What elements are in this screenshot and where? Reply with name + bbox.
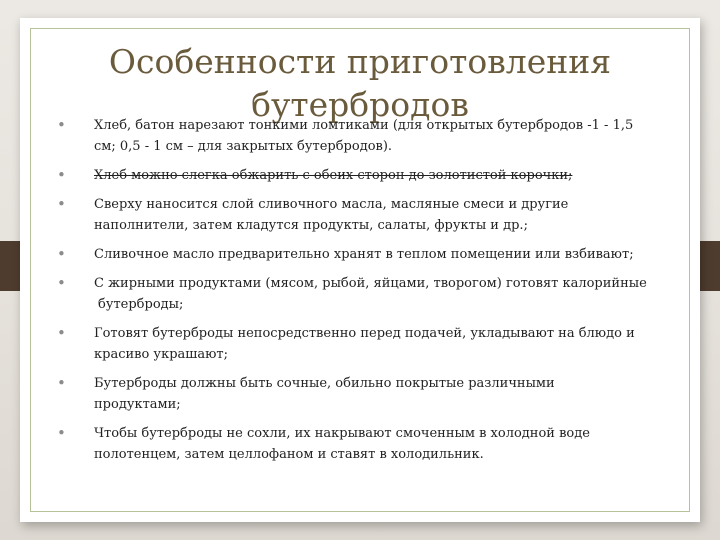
- bullet-line: продуктами;: [94, 397, 181, 412]
- bullet-line: Сверху наносится слой сливочного масла, масляные смеси и другие: [94, 197, 569, 212]
- bullet-dot-icon: •: [57, 324, 66, 342]
- bullet-line: Чтобы бутерброды не сохли, их накрывают смоченным в холодной воде: [94, 426, 590, 441]
- bullet-dot-icon: •: [57, 245, 66, 263]
- bullet-item: [50, 244, 700, 265]
- bullet-line: бутерброды;: [98, 297, 184, 312]
- bullet-line: наполнители, затем кладутся продукты, салаты, фрукты и др.;: [94, 218, 528, 233]
- bullet-item: [50, 165, 700, 186]
- bullet-dot-icon: •: [57, 195, 66, 213]
- bullet-dot-icon: •: [57, 166, 66, 184]
- slide-title: Особенности приготовления бутербродов: [108, 42, 612, 124]
- bullet-item: [50, 115, 700, 157]
- bullet-line: полотенцем, затем целлофаном и ставят в холодильник.: [94, 447, 484, 462]
- bullet-item: [50, 194, 700, 236]
- bullet-line: Сливочное масло предварительно хранят в теплом помещении или взбивают;: [94, 247, 634, 262]
- bullet-line: Хлеб можно слегка обжарить с обеих сторон до золотистой корочки;: [94, 168, 573, 183]
- bullet-item: [50, 423, 700, 465]
- bullet-item: [50, 273, 700, 315]
- slide-paper: [20, 18, 700, 522]
- bullet-item: [50, 323, 700, 365]
- bullet-dot-icon: •: [57, 274, 66, 292]
- right-side-tab: [700, 241, 720, 291]
- bullet-dot-icon: •: [57, 374, 66, 392]
- bullet-dot-icon: •: [57, 424, 66, 442]
- bullet-line: красиво украшают;: [94, 347, 228, 362]
- bullet-list: [50, 115, 700, 473]
- left-side-tab: [0, 241, 20, 291]
- bullet-dot-icon: •: [57, 116, 66, 134]
- bullet-line: см; 0,5 - 1 см – для закрытых бутербродов).: [94, 139, 393, 154]
- bullet-line: Хлеб, батон нарезают тонкими ломтиками (для открытых бутербродов -1 - 1,5: [94, 118, 634, 133]
- bullet-item: [50, 373, 700, 415]
- bullet-line: Бутерброды должны быть сочные, обильно покрытые различными: [94, 376, 555, 391]
- bullet-line: С жирными продуктами (мясом, рыбой, яйцами, творогом) готовят калорийные: [94, 276, 647, 291]
- bullet-line: Готовят бутерброды непосредственно перед подачей, укладывают на блюдо и: [94, 326, 635, 341]
